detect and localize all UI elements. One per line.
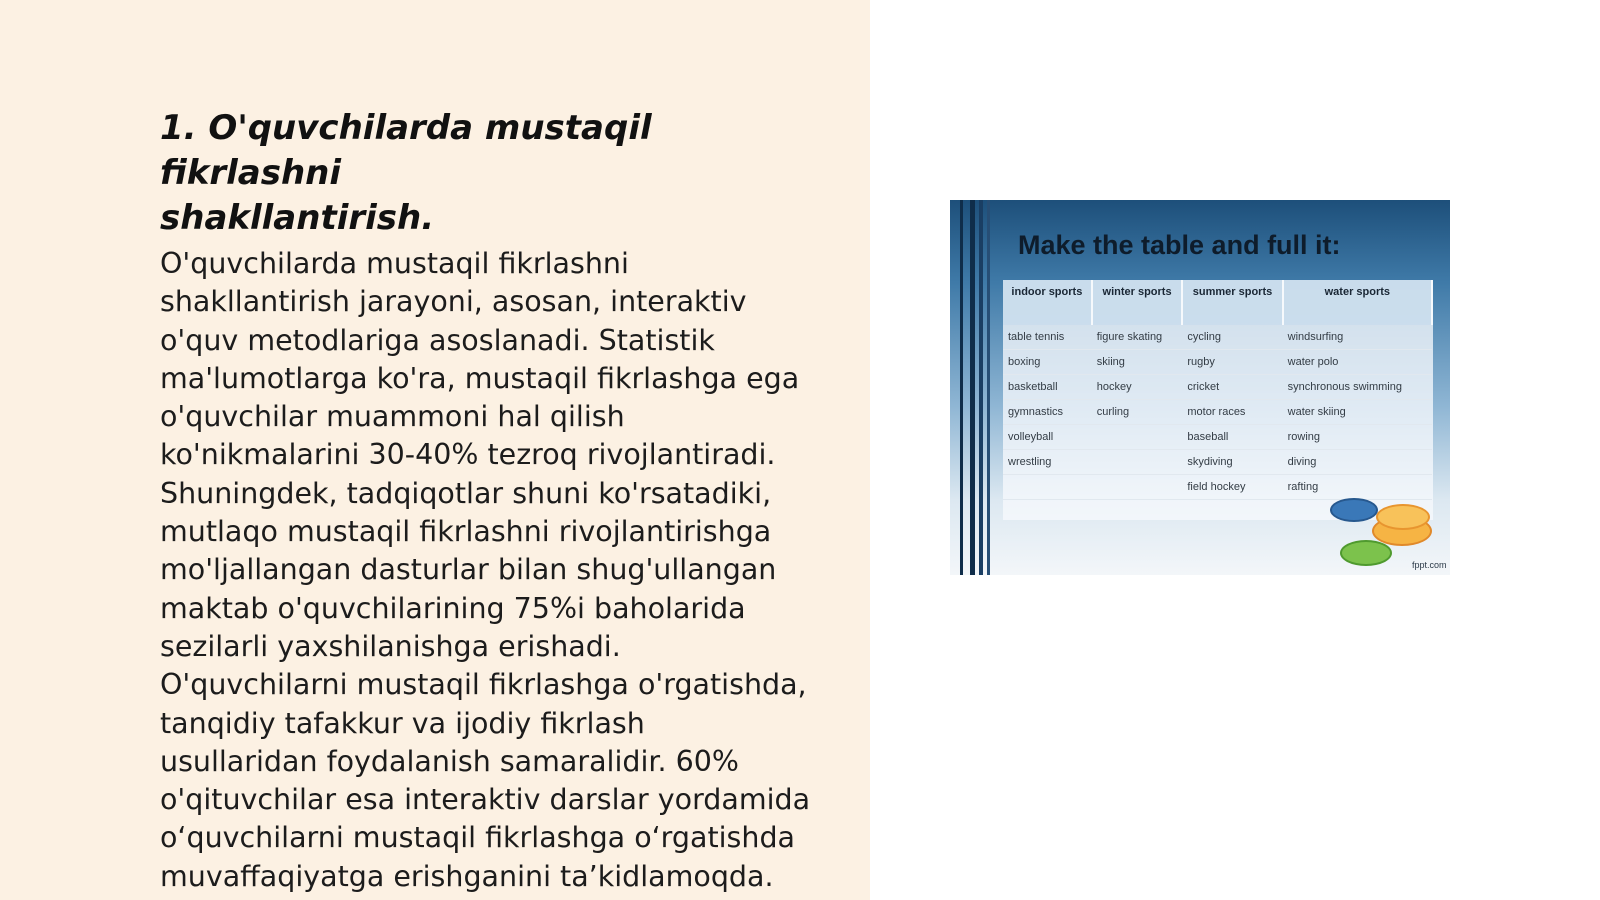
table-cell: diving bbox=[1283, 450, 1432, 475]
body-line: maktab o'quvchilarining 75%i baholarida bbox=[160, 591, 746, 625]
body-line: o'quvchilar muammoni hal qilish bbox=[160, 400, 625, 434]
table-row bbox=[1003, 325, 1432, 350]
decorative-stripe bbox=[979, 200, 983, 575]
body-line: O'quvchilarni mustaqil fikrlashga o'rgatishda, bbox=[160, 668, 807, 702]
image-heading: Make the table and full it: bbox=[1018, 230, 1341, 260]
decorative-stripe bbox=[960, 200, 963, 575]
body-line: tanqidiy tafakkur va ijodiy fikrlash bbox=[160, 706, 645, 740]
table-cell: gymnastics bbox=[1003, 400, 1092, 425]
body-line: ma'lumotlarga ko'ra, mustaqil fikrlashga ega bbox=[160, 361, 800, 395]
decorative-disc bbox=[1340, 540, 1392, 566]
table-cell: rafting bbox=[1283, 475, 1432, 500]
body-line: mutlaqo mustaqil fikrlashni rivojlantirishga bbox=[160, 515, 772, 549]
table-cell: cricket bbox=[1182, 375, 1282, 400]
column-header: winter sports bbox=[1092, 280, 1183, 325]
column-header: indoor sports bbox=[1003, 280, 1092, 325]
table-cell bbox=[1092, 425, 1183, 450]
body-line: usullaridan foydalanish samaralidir. 60% bbox=[160, 744, 739, 778]
slide-title bbox=[160, 106, 840, 241]
body-line: O'quvchilarda mustaqil fikrlashni bbox=[160, 247, 629, 280]
body-line: muvaffaqiyatga erishganini ta’kidlamoqda. bbox=[160, 859, 774, 893]
table-cell: baseball bbox=[1182, 425, 1282, 450]
table-row bbox=[1003, 375, 1432, 400]
table-cell: skydiving bbox=[1182, 450, 1282, 475]
table-cell: hockey bbox=[1092, 375, 1183, 400]
table-cell bbox=[1092, 475, 1183, 500]
table-cell bbox=[1092, 450, 1183, 475]
body-line: o‘quvchilarni mustaqil fikrlashga o‘rgatishda bbox=[160, 821, 796, 855]
table-cell: basketball bbox=[1003, 375, 1092, 400]
body-line: ko'nikmalarini 30-40% tezroq rivojlantiradi. bbox=[160, 438, 776, 472]
table-cell: rowing bbox=[1283, 425, 1432, 450]
table-row bbox=[1003, 425, 1432, 450]
table-cell: water skiing bbox=[1283, 400, 1432, 425]
table-cell: synchronous swimming bbox=[1283, 375, 1432, 400]
table-cell: windsurfing bbox=[1283, 325, 1432, 350]
body-line: Shuningdek, tadqiqotlar shuni ko'rsatadiki, bbox=[160, 476, 772, 510]
table-cell: volleyball bbox=[1003, 425, 1092, 450]
table-row bbox=[1003, 400, 1432, 425]
table-cell: figure skating bbox=[1092, 325, 1183, 350]
table-cell: motor races bbox=[1182, 400, 1282, 425]
column-header: water sports bbox=[1283, 280, 1432, 325]
body-line: shakllantirish jarayoni, asosan, interaktiv bbox=[160, 285, 747, 319]
slide-title-line: 1. O'quvchilarda mustaqil fikrlashni bbox=[160, 108, 652, 193]
table-row bbox=[1003, 450, 1432, 475]
table-cell: rugby bbox=[1182, 350, 1282, 375]
sports-table bbox=[1003, 280, 1433, 520]
body-line: mo'ljallangan dasturlar bilan shug'ullangan bbox=[160, 553, 777, 587]
table-cell: curling bbox=[1092, 400, 1183, 425]
table-row bbox=[1003, 350, 1432, 375]
table-cell: wrestling bbox=[1003, 450, 1092, 475]
body-line: o'qituvchilar esa interaktiv darslar yordamida bbox=[160, 783, 811, 817]
table-row bbox=[1003, 475, 1432, 500]
sports-table-image bbox=[950, 200, 1450, 575]
table-cell: skiing bbox=[1092, 350, 1183, 375]
decorative-disc bbox=[1330, 498, 1378, 522]
decorative-disc bbox=[1376, 504, 1430, 530]
table-cell bbox=[1003, 475, 1092, 500]
table-cell: table tennis bbox=[1003, 325, 1092, 350]
table-cell: field hockey bbox=[1182, 475, 1282, 500]
table-cell: cycling bbox=[1182, 325, 1282, 350]
slide-title-line: shakllantirish. bbox=[160, 198, 435, 238]
table-cell: water polo bbox=[1283, 350, 1432, 375]
table-header-row bbox=[1003, 280, 1432, 325]
slide-body-text bbox=[160, 245, 860, 896]
body-line: sezilarli yaxshilanishga erishadi. bbox=[160, 629, 621, 663]
decorative-stripe bbox=[970, 200, 975, 575]
image-watermark: fppt.com bbox=[1412, 560, 1447, 570]
decorative-stripe bbox=[987, 200, 990, 575]
column-header: summer sports bbox=[1182, 280, 1282, 325]
table-cell: boxing bbox=[1003, 350, 1092, 375]
body-line: o'quv metodlariga asoslanadi. Statistik bbox=[160, 323, 715, 357]
